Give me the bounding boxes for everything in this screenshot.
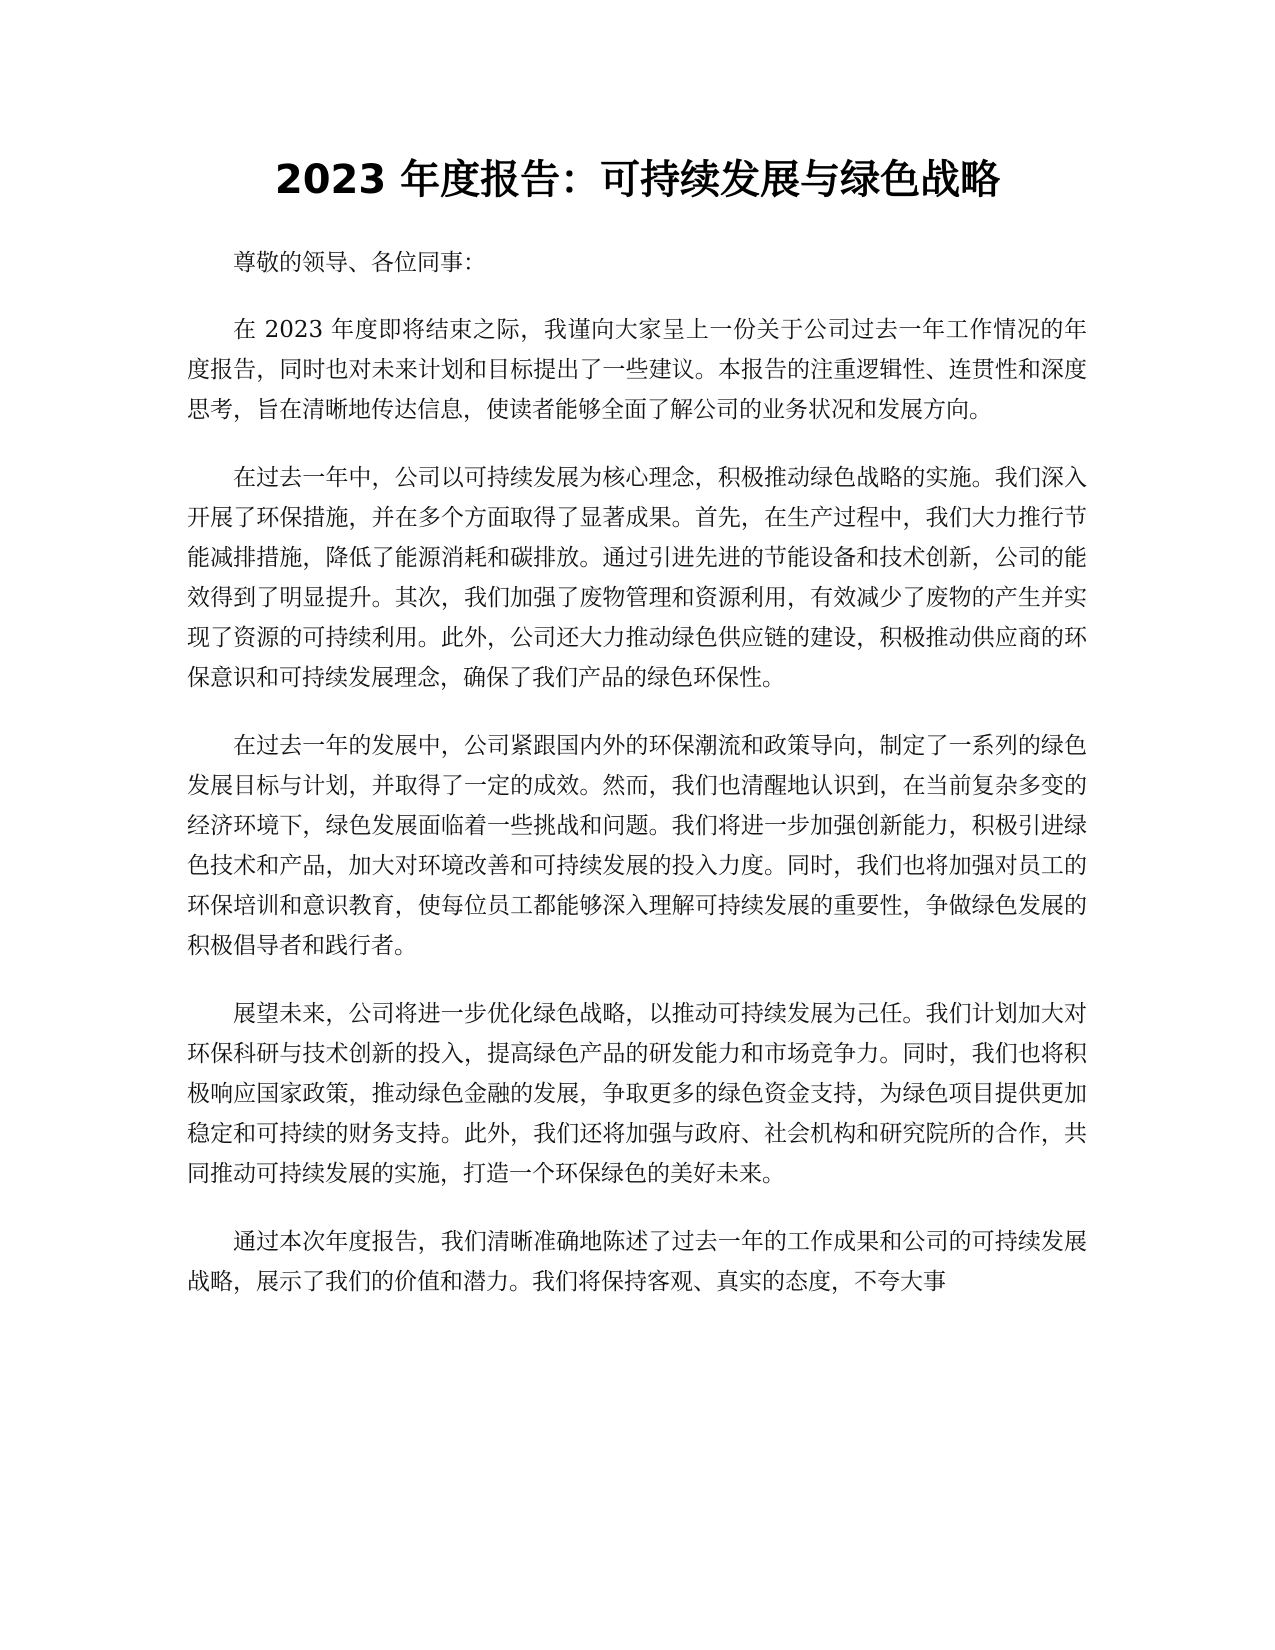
paragraph-outlook: 展望未来，公司将进一步优化绿色战略，以推动可持续发展为己任。我们计划加大对环保科研与技术创新的投入，提高绿色产品的研发能力和市场竞争力。同时，我们也将积极响应国家政策，推动绿色金融的发展，争取更多的绿色资金支持，为绿色项目提供更加稳定和可持续的财务支持。此外，我们还将加强与政府、社会机构和研究院所的合作，共同推动可持续发展的实施，打造一个环保绿色的美好未来。	[187, 1001, 1087, 1187]
paragraph-achievements: 在过去一年中，公司以可持续发展为核心理念，积极推动绿色战略的实施。我们深入开展了环保措施，并在多个方面取得了显著成果。首先，在生产过程中，我们大力推行节能减排措施，降低了能源消耗和碳排放。通过引进先进的节能设备和技术创新，公司的能效得到了明显提升。其次，我们加强了废物管理和资源利用，有效减少了废物的产生并实现了资源的可持续利用。此外，公司还大力推动绿色供应链的建设，积极推动供应商的环保意识和可持续发展理念，确保了我们产品的绿色环保性。	[187, 465, 1087, 691]
paragraph-challenges: 在过去一年的发展中，公司紧跟国内外的环保潮流和政策导向，制定了一系列的绿色发展目标与计划，并取得了一定的成效。然而，我们也清醒地认识到，在当前复杂多变的经济环境下，绿色发展面临着一些挑战和问题。我们将进一步加强创新能力，积极引进绿色技术和产品，加大对环境改善和可持续发展的投入力度。同时，我们也将加强对员工的环保培训和意识教育，使每位员工都能够深入理解可持续发展的重要性，争做绿色发展的积极倡导者和践行者。	[187, 733, 1087, 959]
salutation: 尊敬的领导、各位同事：	[233, 250, 486, 276]
document-body	[187, 243, 1087, 1330]
document-title: 2023 年度报告：可持续发展与绿色战略	[274, 157, 1001, 203]
paragraph-summary: 通过本次年度报告，我们清晰准确地陈述了过去一年的工作成果和公司的可持续发展战略，展示了我们的价值和潜力。我们将保持客观、真实的态度，不夸大事	[187, 1229, 1087, 1295]
paragraph-intro: 在 2023 年度即将结束之际，我谨向大家呈上一份关于公司过去一年工作情况的年度报告，同时也对未来计划和目标提出了一些建议。本报告的注重逻辑性、连贯性和深度思考，旨在清晰地传达信息，使读者能够全面了解公司的业务状况和发展方向。	[187, 317, 1087, 423]
